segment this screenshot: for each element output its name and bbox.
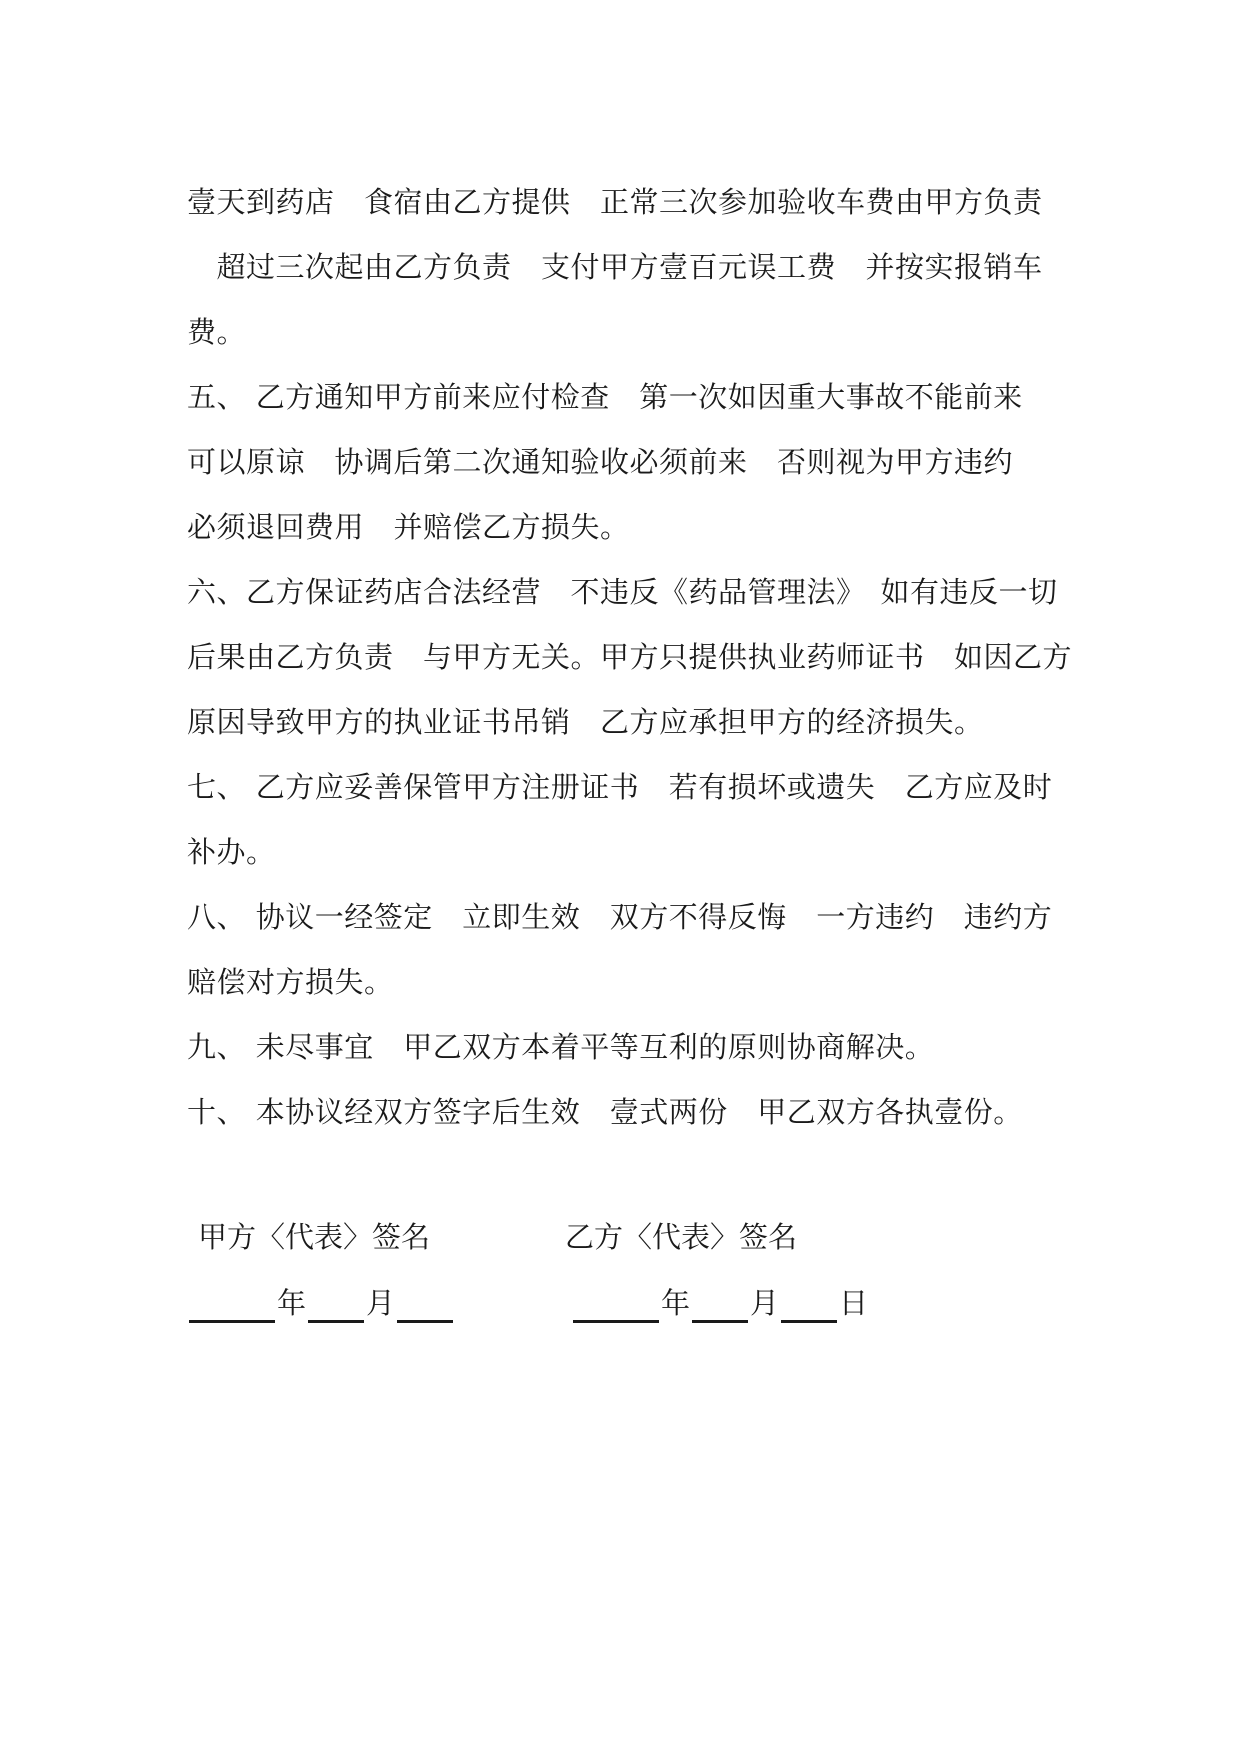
party-b-date: [571, 1283, 868, 1323]
day-blank: [397, 1286, 453, 1323]
body-line: 必须退回费用 并赔偿乙方损失。: [187, 510, 630, 544]
party-a-date: [187, 1283, 455, 1323]
day-label: 日: [839, 1286, 869, 1320]
agreement-body: [187, 170, 1073, 1145]
year-label: 年: [277, 1286, 307, 1320]
body-line: 费。: [187, 315, 247, 349]
body-line: 原因导致甲方的执业证书吊销 乙方应承担甲方的经济损失。: [187, 705, 984, 739]
clause-6-line: 六、乙方保证药店合法经营 不违反《药品管理法》 如有违反一切: [187, 575, 1058, 609]
body-line: 补办。: [187, 835, 276, 869]
day-blank: [781, 1286, 837, 1323]
month-label: 月: [750, 1286, 780, 1320]
month-label: 月: [366, 1286, 396, 1320]
body-line: 壹天到药店 食宿由乙方提供 正常三次参加验收车费由甲方负责: [187, 185, 1043, 219]
month-blank: [692, 1286, 748, 1323]
party-b-signature-label: 乙方〈代表〉签名: [565, 1220, 798, 1254]
clause-7-line: 七、 乙方应妥善保管甲方注册证书 若有损坏或遗失 乙方应及时: [187, 770, 1053, 804]
party-a-signature-label: 甲方〈代表〉签名: [198, 1220, 431, 1254]
year-label: 年: [661, 1286, 691, 1320]
clause-9-line: 九、 未尽事宜 甲乙双方本着平等互利的原则协商解决。: [187, 1030, 935, 1064]
clause-10-line: 十、 本协议经双方签字后生效 壹式两份 甲乙双方各执壹份。: [187, 1095, 1023, 1129]
body-line: 超过三次起由乙方负责 支付甲方壹百元误工费 并按实报销车: [187, 250, 1043, 284]
year-blank: [189, 1286, 275, 1323]
month-blank: [308, 1286, 364, 1323]
clause-8-line: 八、 协议一经签定 立即生效 双方不得反悔 一方违约 违约方: [187, 900, 1053, 934]
body-line: 后果由乙方负责 与甲方无关。甲方只提供执业药师证书 如因乙方: [187, 640, 1073, 674]
clause-5-line: 五、 乙方通知甲方前来应付检查 第一次如因重大事故不能前来: [187, 380, 1023, 414]
year-blank: [573, 1286, 659, 1323]
body-line: 赔偿对方损失。: [187, 965, 394, 999]
body-line: 可以原谅 协调后第二次通知验收必须前来 否则视为甲方违约: [187, 445, 1014, 479]
